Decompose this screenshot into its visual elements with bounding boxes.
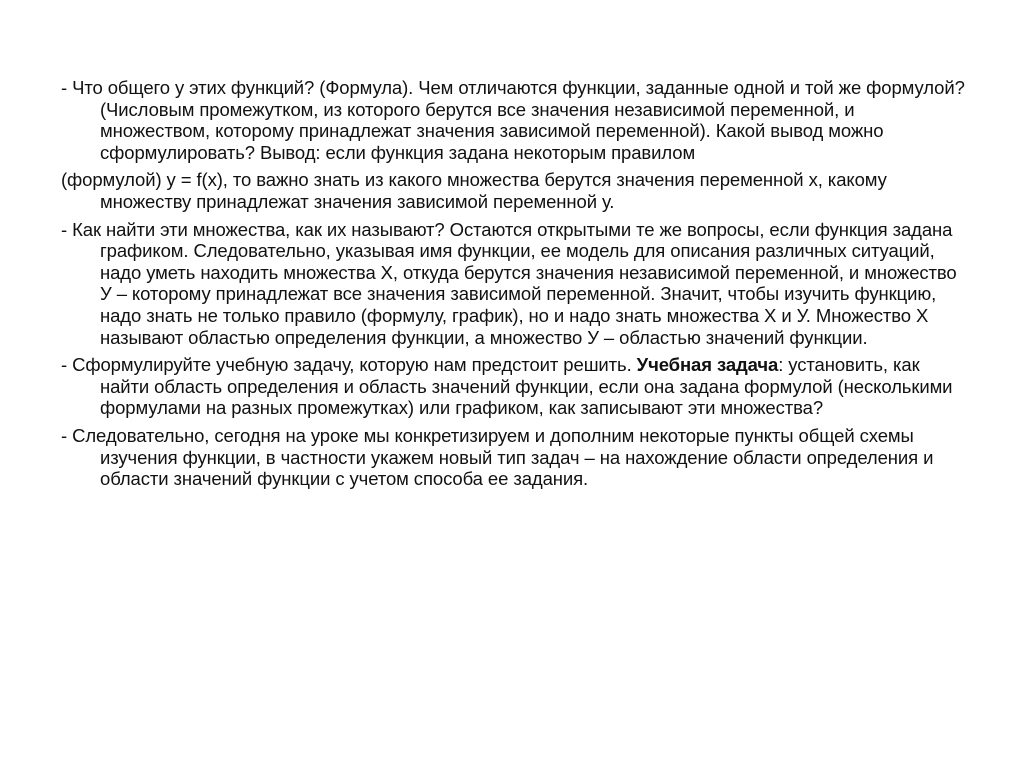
paragraph-conclusion: - Следовательно, сегодня на уроке мы конкретизируем и дополним некоторые пункты общей схемы изучения функции, в частности укажем новый тип задач – на нахождение области определения и области значений функции с учетом способа ее задания.: [61, 424, 934, 490]
paragraph-find-sets: - Как найти эти множества, как их называют? Остаются открытыми те же вопросы, если функция задана графиком. Следовательно, указывая имя функции, ее модель для описания различных ситуаций, надо уметь находить множества Х, откуда берутся значения независимой переменной, и множество У – которому принадлежат все значения зависимой переменной. Значит, чтобы изучить функцию, надо знать не только правило (формулу, график), но и надо знать множества Х и У. Множество Х называют областью определения функции, а множество У – областью значений функции.: [61, 218, 957, 348]
paragraph-learning-task: [61, 354, 966, 419]
paragraph-formula-sets: (формулой) у = f(x), то важно знать из какого множества берутся значения переменной х, какому множеству принадлежат значения зависимой переменной у.: [61, 169, 887, 212]
learning-task-label: Учебная задача: [636, 354, 779, 376]
slide-text-body: [61, 77, 966, 496]
learning-task-text: : установить, как найти область определения и область значений функции, если она задана формулой (несколькими формулами на разных промежутках) или графиком, как записывают эти множества?: [100, 354, 953, 419]
paragraph-common-formula: - Что общего у этих функций? (Формула). Чем отличаются функции, заданные одной и той же формулой? (Числовым промежутком, из которого берутся все значения независимой переменной, и множеством, которому принадлежат значения зависимой переменной). Какой вывод можно сформулировать? Вывод: если функция задана некоторым правилом: [61, 77, 965, 163]
learning-task-intro: - Сформулируйте учебную задачу, которую нам предстоит решить.: [61, 354, 637, 376]
